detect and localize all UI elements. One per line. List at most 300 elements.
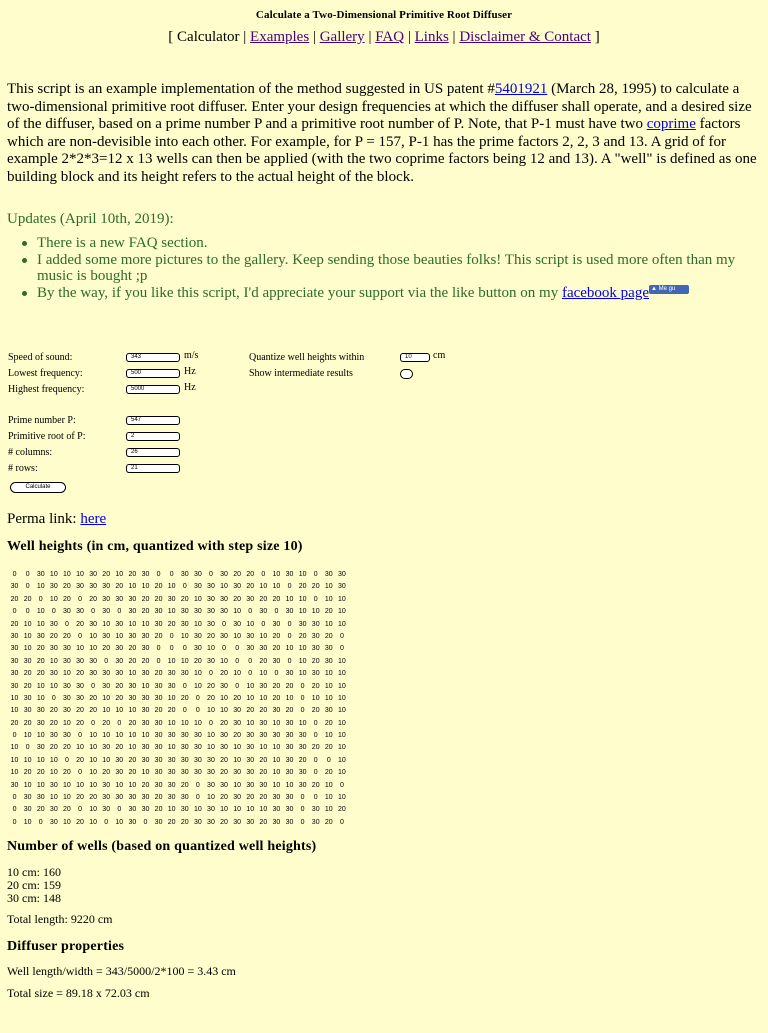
grid-cell: 0 [339,645,344,653]
grid-cell: 10 [76,781,84,789]
grid-cell: 20 [102,719,111,727]
patent-link[interactable]: 5401921 [494,81,548,97]
grid-cell: 30 [115,756,124,764]
grid-cell: 30 [154,682,163,690]
grid-row [8,718,348,730]
grid-cell: 30 [193,756,202,764]
grid-cell: 30 [324,645,333,653]
grid-cell: 10 [220,707,228,715]
grid-cell: 30 [207,756,215,764]
grid-cell: 0 [235,645,240,653]
update-text: I added some more pictures to the gallery. Keep sending those beauties folks! This script is used more often than my music is bought ;p [37,251,736,284]
grid-cell: 0 [78,732,82,740]
grid-cell: 20 [207,632,215,640]
grid-cell: 30 [49,781,58,789]
grid-cell: 30 [272,620,281,628]
grid-cell: 30 [102,632,111,640]
grid-cell: 20 [76,620,84,628]
grid-cell: 30 [76,682,84,690]
grid-cell: 0 [104,657,109,665]
grid-cell: 30 [23,806,32,814]
grid-row [8,705,348,717]
grid-cell: 20 [102,571,111,578]
grid-cell: 10 [167,583,176,591]
grid-cell: 20 [298,583,307,591]
low-frequency-row [8,365,248,379]
nav-separator: | [243,29,247,45]
grid-cell: 0 [117,608,122,616]
grid-cell: 10 [193,719,202,727]
grid-cell: 20 [76,818,84,826]
grid-cell: 30 [311,806,320,814]
grid-cell: 10 [259,632,268,640]
grid-cell: 20 [259,657,268,665]
grid-cell: 10 [63,818,71,826]
grid-cell: 20 [167,818,176,826]
grid-cell: 30 [207,818,215,826]
grid-cell: 30 [167,732,176,740]
grid-cell: 30 [246,645,255,653]
grid-cell: 0 [313,769,318,777]
rows-label: # rows: [8,463,38,474]
grid-cell: 0 [287,632,292,640]
grid-cell: 0 [104,818,109,826]
high-frequency-input[interactable]: 5000 [126,385,180,394]
update-text: There is a new FAQ section. [37,235,208,251]
grid-cell: 30 [10,657,19,665]
grid-cell: 30 [167,794,176,802]
grid-cell: 10 [23,818,32,826]
grid-cell: 20 [233,732,242,740]
grid-cell: 0 [300,794,305,802]
grid-cell: 30 [233,583,242,591]
grid-cell: 30 [259,732,268,740]
grid-cell: 10 [49,756,58,764]
facebook-like-label: Me gu [658,285,676,292]
grid-cell: 10 [180,632,189,640]
grid-cell: 30 [23,694,32,702]
grid-cell: 20 [36,670,45,678]
grid-cell: 0 [12,806,17,814]
grid-cell: 10 [141,620,150,628]
grid-cell: 10 [102,732,111,740]
grid-cell: 10 [128,744,137,752]
grid-cell: 30 [246,744,255,752]
grid-cell: 10 [272,769,281,777]
grid-cell: 20 [36,657,45,665]
grid-cell: 20 [10,620,19,628]
grid-cell: 10 [207,645,215,653]
grid-cell: 20 [246,583,255,591]
grid-cell: 10 [23,756,32,764]
grid-cell: 30 [246,595,255,603]
grid-row [8,656,348,668]
grid-cell: 20 [324,608,333,616]
well-size: Well length/width = 343/5000/2*100 = 3.43 cm [7,964,236,978]
grid-cell: 30 [167,769,176,777]
grid-cell: 30 [10,583,19,591]
grid-cell: 30 [63,707,71,715]
grid-cell: 30 [115,769,124,777]
grid-cell: 20 [193,657,202,665]
grid-row [8,668,348,680]
calculate-button[interactable]: Calculate [10,482,66,493]
nav-link-links[interactable]: Links [414,29,449,45]
grid-cell: 20 [272,682,281,690]
grid-cell: 30 [167,756,176,764]
grid-cell: 20 [141,781,150,789]
prime-label: Prime number P: [8,415,76,426]
grid-cell: 20 [167,707,176,715]
grid-cell: 10 [272,756,281,764]
grid-cell: 0 [169,571,174,578]
grid-cell: 20 [128,571,137,578]
grid-cell: 0 [78,595,82,603]
grid-cell: 10 [115,571,124,578]
grid-cell: 20 [246,571,255,578]
grid-cell: 10 [233,632,242,640]
low-frequency-input[interactable]: 500 [126,369,180,378]
prime-input[interactable]: 547 [126,416,180,425]
coprime-link[interactable]: coprime [646,116,696,132]
grid-cell: 10 [128,707,137,715]
grid-cell: 0 [235,682,240,690]
updates-list [7,235,763,301]
grid-cell: 20 [128,645,137,653]
grid-cell: 10 [36,694,45,702]
grid-cell: 30 [102,682,111,690]
grid-cell: 30 [311,818,320,826]
grid-cell: 10 [285,645,294,653]
grid-cell: 20 [49,719,58,727]
grid-cell: 0 [25,608,30,616]
grid-row [8,606,348,618]
grid-cell: 10 [10,769,19,777]
nav-link-examples[interactable]: Examples [250,29,310,45]
grid-cell: 30 [49,806,58,814]
grid-cell: 10 [76,645,84,653]
grid-cell: 30 [180,608,189,616]
grid-cell: 10 [246,682,255,690]
grid-cell: 30 [324,657,333,665]
grid-cell: 30 [63,694,71,702]
grid-cell: 20 [23,670,32,678]
grid-cell: 30 [272,818,281,826]
grid-cell: 30 [285,818,294,826]
grid-cell: 30 [89,620,97,628]
grid-cell: 0 [91,682,96,690]
grid-cell: 10 [23,620,32,628]
grid-cell: 0 [156,645,161,653]
grid-cell: 30 [233,719,242,727]
grid-cell: 10 [63,794,71,802]
grid-cell: 10 [324,794,333,802]
grid-cell: 30 [76,608,84,616]
grid-cell: 30 [115,657,124,665]
grid-cell: 10 [102,694,111,702]
grid-cell: 0 [339,781,344,789]
grid-cell: 30 [128,694,137,702]
grid-cell: 30 [76,583,84,591]
root-input[interactable]: 2 [126,432,180,441]
grid-cell: 20 [311,583,320,591]
grid-cell: 20 [102,645,111,653]
grid-cell: 20 [49,632,58,640]
grid-cell: 30 [285,794,294,802]
grid-cell: 10 [89,732,97,740]
grid-cell: 0 [78,632,82,640]
grid-cell: 30 [49,732,58,740]
grid-cell: 30 [272,794,281,802]
grid-row [8,631,348,643]
grid-cell: 30 [102,595,111,603]
grid-cell: 10 [193,682,202,690]
grid-cell: 0 [78,769,82,777]
grid-cell: 0 [287,620,292,628]
grid-cell: 30 [285,670,294,678]
grid-cell: 0 [287,657,292,665]
grid-cell: 10 [285,595,294,603]
grid-cell: 20 [10,719,19,727]
grid-cell: 20 [76,794,84,802]
grid-cell: 30 [246,632,255,640]
grid-cell: 30 [63,682,71,690]
grid-row [8,780,348,792]
grid-cell: 0 [222,620,226,628]
grid-cell: 20 [233,571,242,578]
grid-cell: 20 [180,595,189,603]
intermediate-results-toggle[interactable] [400,369,413,379]
grid-cell: 10 [337,707,346,715]
page-title: Calculate a Two-Dimensional Primitive Root Diffuser [255,9,513,21]
grid-cell: 30 [207,806,215,814]
grid-cell: 20 [167,620,176,628]
grid-cell: 20 [76,670,84,678]
grid-cell: 10 [141,583,150,591]
grid-cell: 30 [220,608,228,616]
grid-cell: 20 [311,707,320,715]
grid-cell: 10 [220,657,228,665]
grid-cell: 30 [193,583,202,591]
prime-row [8,412,248,426]
grid-row [8,730,348,742]
grid-cell: 30 [141,744,150,752]
grid-cell: 10 [115,732,124,740]
nav-link-faq[interactable]: FAQ [375,29,405,45]
grid-cell: 20 [154,670,163,678]
count-10cm: 10 cm: 160 [7,865,61,879]
grid-cell: 10 [102,756,111,764]
grid-cell: 10 [337,670,346,678]
grid-cell: 20 [272,595,281,603]
grid-cell: 30 [233,620,242,628]
columns-input[interactable]: 26 [126,448,180,457]
grid-cell: 30 [180,769,189,777]
grid-row [8,581,348,593]
grid-cell: 10 [128,670,137,678]
grid-cell: 20 [154,583,163,591]
grid-cell: 30 [285,744,294,752]
grid-cell: 30 [10,645,19,653]
grid-cell: 30 [207,595,215,603]
grid-cell: 10 [324,595,333,603]
grid-cell: 0 [12,571,17,578]
grid-cell: 10 [63,781,71,789]
grid-cell: 20 [154,806,163,814]
grid-cell: 10 [337,769,346,777]
quantize-input[interactable]: 10 [400,353,430,362]
grid-cell: 0 [222,645,226,653]
speed-input[interactable]: 343 [126,353,180,362]
grid-cell: 30 [128,632,137,640]
grid-cell: 30 [180,670,189,678]
grid-cell: 10 [311,694,320,702]
facebook-like-button[interactable] [649,285,689,294]
thumbs-up-icon: ▲ [651,285,657,292]
grid-cell: 30 [324,571,333,578]
grid-cell: 10 [337,794,346,802]
grid-cell: 30 [141,794,150,802]
grid-cell: 30 [180,806,189,814]
columns-row [8,444,248,458]
grid-cell: 30 [102,781,111,789]
low-frequency-label: Lowest frequency: [8,368,83,379]
grid-cell: 30 [102,583,111,591]
grid-row [8,569,348,581]
grid-cell: 30 [311,632,320,640]
well-counts [7,866,61,905]
grid-cell: 30 [207,781,215,789]
grid-cell: 0 [248,608,253,616]
grid-cell: 30 [63,732,71,740]
grid-cell: 30 [220,744,228,752]
top-navigation [0,29,768,46]
nav-link-disclaimer-contact[interactable]: Disclaimer & Contact [459,29,591,45]
grid-cell: 10 [337,719,346,727]
grid-cell: 10 [207,794,215,802]
grid-cell: 10 [23,781,32,789]
grid-cell: 20 [246,707,255,715]
grid-cell: 0 [300,818,305,826]
grid-cell: 20 [311,744,320,752]
grid-cell: 20 [76,707,84,715]
grid-cell: 20 [220,794,228,802]
grid-cell: 20 [63,595,71,603]
grid-cell: 30 [207,657,215,665]
grid-row [8,804,348,816]
grid-cell: 10 [102,707,111,715]
grid-cell: 10 [259,694,268,702]
intro-text-1: This script is an example implementation of the method suggested in US patent # [7,81,495,97]
grid-cell: 30 [285,756,294,764]
grid-cell: 30 [298,732,307,740]
perma-link-label: Perma link: [7,511,81,527]
grid-cell: 20 [272,632,281,640]
grid-row [8,817,348,829]
grid-cell: 10 [246,719,255,727]
grid-cell: 30 [311,645,320,653]
grid-cell: 20 [89,595,97,603]
grid-cell: 20 [115,694,124,702]
facebook-page-link[interactable]: facebook page [561,284,650,301]
grid-cell: 30 [154,608,163,616]
grid-cell: 10 [89,818,97,826]
grid-cell: 0 [156,571,161,578]
grid-cell: 10 [180,657,189,665]
grid-cell: 20 [63,632,71,640]
grid-row [8,755,348,767]
grid-cell: 10 [167,744,176,752]
grid-row [8,594,348,606]
grid-cell: 10 [337,732,346,740]
grid-cell: 10 [233,781,242,789]
grid-cell: 10 [337,744,346,752]
grid-cell: 30 [63,645,71,653]
grid-cell: 30 [298,744,307,752]
grid-cell: 10 [10,756,19,764]
number-of-wells-heading: Number of wells (based on quantized well heights) [7,839,317,854]
grid-cell: 30 [167,670,176,678]
grid-cell: 10 [233,756,242,764]
grid-cell: 30 [89,583,97,591]
grid-row [8,742,348,754]
grid-cell: 10 [76,571,84,578]
grid-cell: 30 [154,769,163,777]
perma-link[interactable]: here [80,511,107,527]
nav-open-bracket: [ [168,29,174,45]
grid-cell: 20 [141,608,150,616]
grid-cell: 30 [102,744,111,752]
grid-cell: 20 [259,769,268,777]
grid-cell: 10 [324,670,333,678]
grid-cell: 30 [36,707,45,715]
rows-input[interactable]: 21 [126,464,180,473]
grid-cell: 30 [285,571,294,578]
grid-cell: 30 [324,707,333,715]
nav-current-calculator: Calculator [177,29,240,45]
grid-cell: 30 [49,670,58,678]
grid-cell: 30 [89,657,97,665]
grid-cell: 30 [115,645,124,653]
grid-cell: 10 [337,595,346,603]
grid-cell: 20 [141,657,150,665]
grid-cell: 0 [339,632,344,640]
grid-cell: 10 [324,732,333,740]
grid-cell: 20 [337,806,346,814]
grid-cell: 30 [128,806,137,814]
grid-cell: 0 [313,794,318,802]
grid-cell: 30 [180,732,189,740]
low-frequency-unit: Hz [184,366,196,377]
nav-link-gallery[interactable]: Gallery [319,29,365,45]
grid-cell: 20 [298,632,307,640]
grid-cell: 10 [220,806,228,814]
grid-cell: 10 [89,744,97,752]
grid-cell: 30 [115,794,124,802]
grid-cell: 30 [10,781,19,789]
grid-cell: 30 [167,595,176,603]
speed-label: Speed of sound: [8,352,73,363]
high-frequency-row [8,381,248,395]
grid-cell: 10 [128,583,137,591]
grid-cell: 20 [324,818,333,826]
grid-cell: 20 [259,756,268,764]
count-30cm: 30 cm: 148 [7,891,61,905]
grid-cell: 20 [220,756,228,764]
grid-cell: 0 [313,732,318,740]
grid-cell: 10 [193,670,202,678]
total-length: Total length: 9220 cm [7,912,113,926]
